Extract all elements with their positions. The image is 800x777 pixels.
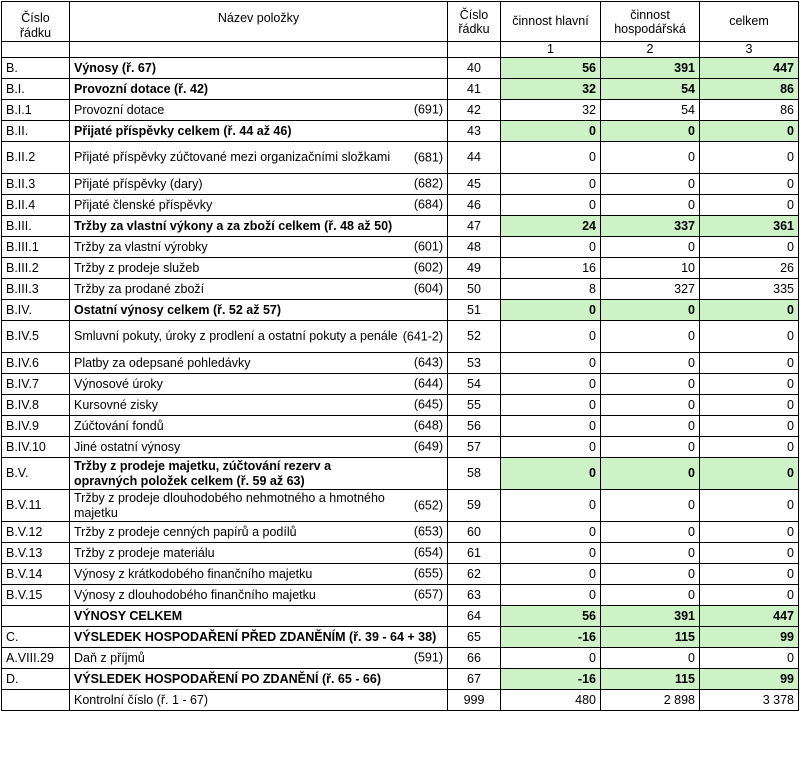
item-name-text: Kursovné zisky	[74, 397, 159, 412]
row-number: 55	[448, 395, 501, 416]
value-cell: 0	[501, 437, 601, 458]
item-name	[70, 142, 448, 174]
row-number: 53	[448, 353, 501, 374]
row-code: B.II.	[2, 121, 70, 142]
value-cell: 16	[501, 258, 601, 279]
value-cell: 54	[601, 79, 700, 100]
column-number-1: 1	[501, 42, 601, 58]
item-name-text: Daň z příjmů	[74, 650, 145, 665]
account-number: (652)	[413, 498, 443, 512]
value-cell: 0	[601, 395, 700, 416]
value-cell: -16	[501, 669, 601, 690]
account-number: (604)	[413, 281, 443, 296]
item-name	[70, 490, 448, 522]
table-row	[2, 279, 799, 300]
item-name-text: Přijaté příspěvky (dary)	[74, 176, 203, 191]
item-name-text: Výnosy z krátkodobého finančního majetku	[74, 566, 313, 581]
item-name-text: Tržby z prodeje materiálu	[74, 545, 215, 560]
item-name-text: Tržby za prodané zboží	[74, 281, 205, 296]
value-cell: 0	[501, 416, 601, 437]
item-name	[70, 100, 448, 121]
value-cell: 0	[601, 321, 700, 353]
row-code: B.IV.9	[2, 416, 70, 437]
value-cell: 0	[501, 458, 601, 490]
item-name-text: Ostatní výnosy celkem (ř. 52 až 57)	[74, 302, 282, 317]
row-code: B.V.13	[2, 543, 70, 564]
row-code: B.V.14	[2, 564, 70, 585]
item-name-text: Jiné ostatní výnosy	[74, 439, 181, 454]
value-cell: 0	[501, 321, 601, 353]
item-name	[70, 669, 448, 690]
header-empty-cell	[448, 42, 501, 58]
value-cell: 115	[601, 627, 700, 648]
row-code: B.II.3	[2, 174, 70, 195]
value-cell: 0	[601, 142, 700, 174]
row-number: 50	[448, 279, 501, 300]
item-name	[70, 585, 448, 606]
row-number: 52	[448, 321, 501, 353]
value-cell: 0	[501, 353, 601, 374]
value-cell: 0	[700, 564, 799, 585]
value-cell: 0	[601, 458, 700, 490]
table-row	[2, 690, 799, 711]
header-row-code: Číslo řádku	[2, 2, 70, 42]
value-cell: 0	[601, 543, 700, 564]
row-number: 40	[448, 58, 501, 79]
item-name	[70, 606, 448, 627]
item-name-text: Přijaté příspěvky zúčtované mezi organizačními složkami	[74, 150, 391, 164]
row-code: B.V.11	[2, 490, 70, 522]
row-number: 43	[448, 121, 501, 142]
value-cell: 0	[501, 374, 601, 395]
account-number: (645)	[413, 397, 443, 412]
item-name	[70, 395, 448, 416]
account-number: (641-2)	[402, 329, 443, 343]
value-cell: 0	[700, 395, 799, 416]
value-cell: 86	[700, 100, 799, 121]
value-cell: 0	[501, 522, 601, 543]
value-cell: 0	[501, 142, 601, 174]
value-cell: 0	[601, 437, 700, 458]
item-name	[70, 543, 448, 564]
value-cell: 0	[700, 321, 799, 353]
row-code: B.IV.8	[2, 395, 70, 416]
value-cell: 0	[501, 300, 601, 321]
value-cell: 391	[601, 58, 700, 79]
table-row	[2, 216, 799, 237]
item-name	[70, 237, 448, 258]
item-name-text: Přijaté členské příspěvky	[74, 197, 213, 212]
value-cell: -16	[501, 627, 601, 648]
value-cell: 10	[601, 258, 700, 279]
value-cell: 0	[700, 522, 799, 543]
value-cell: 99	[700, 627, 799, 648]
row-number: 61	[448, 543, 501, 564]
value-cell: 0	[501, 237, 601, 258]
column-number-2: 2	[601, 42, 700, 58]
table-row	[2, 321, 799, 353]
value-cell: 0	[700, 490, 799, 522]
row-code: B.V.15	[2, 585, 70, 606]
value-cell: 0	[501, 543, 601, 564]
value-cell: 0	[601, 174, 700, 195]
table-row	[2, 416, 799, 437]
value-cell: 0	[501, 585, 601, 606]
row-number: 59	[448, 490, 501, 522]
value-cell: 0	[501, 648, 601, 669]
item-name-text: Tržby z prodeje služeb	[74, 260, 200, 275]
item-name	[70, 690, 448, 711]
item-name	[70, 58, 448, 79]
item-name	[70, 458, 448, 490]
item-name-text: Výnosy z dlouhodobého finančního majetku	[74, 587, 316, 602]
account-number: (648)	[413, 418, 443, 433]
item-name-text: Kontrolní číslo (ř. 1 - 67)	[74, 692, 209, 707]
item-name	[70, 195, 448, 216]
table-row	[2, 79, 799, 100]
value-cell: 391	[601, 606, 700, 627]
account-number: (691)	[413, 102, 443, 117]
account-number: (682)	[413, 176, 443, 191]
account-number: (591)	[413, 650, 443, 665]
row-code: B.IV.7	[2, 374, 70, 395]
table-row	[2, 648, 799, 669]
value-cell: 56	[501, 606, 601, 627]
row-code: B.IV.10	[2, 437, 70, 458]
row-number: 999	[448, 690, 501, 711]
table-row	[2, 490, 799, 522]
row-code: B.V.	[2, 458, 70, 490]
row-code: B.	[2, 58, 70, 79]
row-number: 66	[448, 648, 501, 669]
value-cell: 447	[700, 606, 799, 627]
row-code: C.	[2, 627, 70, 648]
item-name	[70, 258, 448, 279]
value-cell: 0	[501, 174, 601, 195]
value-cell: 0	[601, 585, 700, 606]
table-row	[2, 437, 799, 458]
item-name-text: VÝSLEDEK HOSPODAŘENÍ PO ZDANĚNÍ (ř. 65 - 66)	[74, 671, 382, 686]
item-name	[70, 564, 448, 585]
value-cell: 0	[601, 648, 700, 669]
account-number: (657)	[413, 587, 443, 602]
table-row	[2, 395, 799, 416]
item-name-text: Provozní dotace	[74, 102, 165, 117]
row-code: B.II.2	[2, 142, 70, 174]
table-row	[2, 258, 799, 279]
value-cell: 86	[700, 79, 799, 100]
value-cell: 327	[601, 279, 700, 300]
table-row	[2, 142, 799, 174]
value-cell: 0	[501, 395, 601, 416]
row-number: 67	[448, 669, 501, 690]
value-cell: 0	[700, 121, 799, 142]
value-cell: 447	[700, 58, 799, 79]
item-name	[70, 353, 448, 374]
value-cell: 0	[601, 522, 700, 543]
row-code: B.V.12	[2, 522, 70, 543]
value-cell: 0	[700, 543, 799, 564]
value-cell: 32	[501, 100, 601, 121]
table-row	[2, 585, 799, 606]
value-cell: 335	[700, 279, 799, 300]
row-code: B.I.1	[2, 100, 70, 121]
header-row-number: Číslo řádku	[448, 2, 501, 42]
header-item-name: Název položky	[70, 2, 448, 42]
table-row	[2, 58, 799, 79]
value-cell: 54	[601, 100, 700, 121]
item-name-text: Zúčtování fondů	[74, 418, 164, 433]
item-name	[70, 522, 448, 543]
value-cell: 0	[700, 648, 799, 669]
table-row	[2, 458, 799, 490]
table-row	[2, 669, 799, 690]
row-number: 47	[448, 216, 501, 237]
table-row	[2, 374, 799, 395]
row-number: 45	[448, 174, 501, 195]
value-cell: 361	[700, 216, 799, 237]
item-name-text: Přijaté příspěvky celkem (ř. 44 až 46)	[74, 123, 292, 138]
value-cell: 26	[700, 258, 799, 279]
value-cell: 0	[700, 142, 799, 174]
table-row	[2, 606, 799, 627]
table-row	[2, 100, 799, 121]
item-name-text: Tržby za vlastní výkony a za zboží celkem (ř. 48 až 50)	[74, 218, 393, 233]
item-name-text: Výnosy (ř. 67)	[74, 60, 156, 75]
row-number: 46	[448, 195, 501, 216]
table-row	[2, 522, 799, 543]
item-name	[70, 374, 448, 395]
item-name	[70, 216, 448, 237]
value-cell: 115	[601, 669, 700, 690]
value-cell: 0	[700, 353, 799, 374]
value-cell: 0	[700, 300, 799, 321]
row-number: 42	[448, 100, 501, 121]
row-number: 41	[448, 79, 501, 100]
item-name	[70, 300, 448, 321]
header-economic-activity: činnost hospodářská	[601, 2, 700, 42]
row-code: D.	[2, 669, 70, 690]
row-code: A.VIII.29	[2, 648, 70, 669]
item-name-text: Tržby za vlastní výrobky	[74, 239, 208, 254]
row-number: 56	[448, 416, 501, 437]
value-cell: 0	[601, 564, 700, 585]
row-number: 48	[448, 237, 501, 258]
header-empty-cell	[70, 42, 448, 58]
row-code: B.III.3	[2, 279, 70, 300]
item-name-text: Smluvní pokuty, úroky z prodlení a ostatní pokuty a penále	[74, 329, 398, 343]
row-number: 63	[448, 585, 501, 606]
value-cell: 0	[700, 585, 799, 606]
value-cell: 480	[501, 690, 601, 711]
table-row	[2, 121, 799, 142]
header-main-activity: činnost hlavní	[501, 2, 601, 42]
value-cell: 0	[501, 195, 601, 216]
account-number: (644)	[413, 376, 443, 391]
row-number: 49	[448, 258, 501, 279]
account-number: (684)	[413, 197, 443, 212]
value-cell: 0	[601, 416, 700, 437]
row-number: 58	[448, 458, 501, 490]
row-code	[2, 690, 70, 711]
item-name-text: Tržby z prodeje majetku, zúčtování rezerv a opravných položek celkem (ř. 59 až 63)	[74, 458, 332, 488]
value-cell: 0	[700, 416, 799, 437]
header-empty-cell	[2, 42, 70, 58]
item-name	[70, 279, 448, 300]
row-code: B.IV.5	[2, 321, 70, 353]
item-name	[70, 321, 448, 353]
item-name-text: Provozní dotace (ř. 42)	[74, 81, 209, 96]
row-number: 51	[448, 300, 501, 321]
item-name-text: VÝNOSY CELKEM	[74, 608, 183, 623]
item-name	[70, 79, 448, 100]
row-code: B.III.	[2, 216, 70, 237]
account-number: (602)	[413, 260, 443, 275]
value-cell: 24	[501, 216, 601, 237]
account-number: (655)	[413, 566, 443, 581]
row-number: 62	[448, 564, 501, 585]
row-number: 44	[448, 142, 501, 174]
row-code: B.IV.6	[2, 353, 70, 374]
header-total: celkem	[700, 2, 799, 42]
row-number: 65	[448, 627, 501, 648]
table-row	[2, 237, 799, 258]
value-cell: 0	[700, 195, 799, 216]
item-name-text: Tržby z prodeje cenných papírů a podílů	[74, 524, 297, 539]
item-name	[70, 437, 448, 458]
table-row	[2, 300, 799, 321]
value-cell: 99	[700, 669, 799, 690]
row-number: 64	[448, 606, 501, 627]
value-cell: 32	[501, 79, 601, 100]
value-cell: 0	[601, 300, 700, 321]
value-cell: 8	[501, 279, 601, 300]
row-code: B.IV.	[2, 300, 70, 321]
row-number: 54	[448, 374, 501, 395]
value-cell: 0	[601, 121, 700, 142]
item-name-text: VÝSLEDEK HOSPODAŘENÍ PŘED ZDANĚNÍM (ř. 39 - 64 + 38)	[74, 629, 437, 644]
value-cell: 0	[501, 564, 601, 585]
value-cell: 0	[700, 458, 799, 490]
value-cell: 0	[700, 174, 799, 195]
value-cell: 0	[601, 195, 700, 216]
value-cell: 0	[601, 353, 700, 374]
value-cell: 0	[501, 490, 601, 522]
item-name	[70, 627, 448, 648]
item-name	[70, 648, 448, 669]
table-row	[2, 627, 799, 648]
item-name-text: Platby za odepsané pohledávky	[74, 355, 251, 370]
account-number: (654)	[413, 545, 443, 560]
row-code	[2, 606, 70, 627]
value-cell: 0	[601, 490, 700, 522]
value-cell: 0	[700, 374, 799, 395]
row-code: B.III.1	[2, 237, 70, 258]
value-cell: 0	[700, 237, 799, 258]
item-name-text: Výnosové úroky	[74, 376, 163, 391]
table-row	[2, 564, 799, 585]
account-number: (601)	[413, 239, 443, 254]
row-number: 60	[448, 522, 501, 543]
column-number-3: 3	[700, 42, 799, 58]
item-name	[70, 121, 448, 142]
table-row	[2, 353, 799, 374]
value-cell: 0	[700, 437, 799, 458]
table-row	[2, 195, 799, 216]
item-name	[70, 174, 448, 195]
account-number: (643)	[413, 355, 443, 370]
value-cell: 0	[601, 237, 700, 258]
value-cell: 0	[601, 374, 700, 395]
row-code: B.III.2	[2, 258, 70, 279]
row-number: 57	[448, 437, 501, 458]
row-code: B.I.	[2, 79, 70, 100]
value-cell: 3 378	[700, 690, 799, 711]
value-cell: 337	[601, 216, 700, 237]
account-number: (681)	[413, 150, 443, 164]
value-cell: 2 898	[601, 690, 700, 711]
account-number: (653)	[413, 524, 443, 539]
table-row	[2, 174, 799, 195]
value-cell: 56	[501, 58, 601, 79]
account-number: (649)	[413, 439, 443, 454]
table-row	[2, 543, 799, 564]
item-name-text: Tržby z prodeje dlouhodobého nehmotného a hmotného majetku	[74, 490, 385, 520]
value-cell: 0	[501, 121, 601, 142]
row-code: B.II.4	[2, 195, 70, 216]
income-statement-table	[1, 1, 799, 711]
item-name	[70, 416, 448, 437]
